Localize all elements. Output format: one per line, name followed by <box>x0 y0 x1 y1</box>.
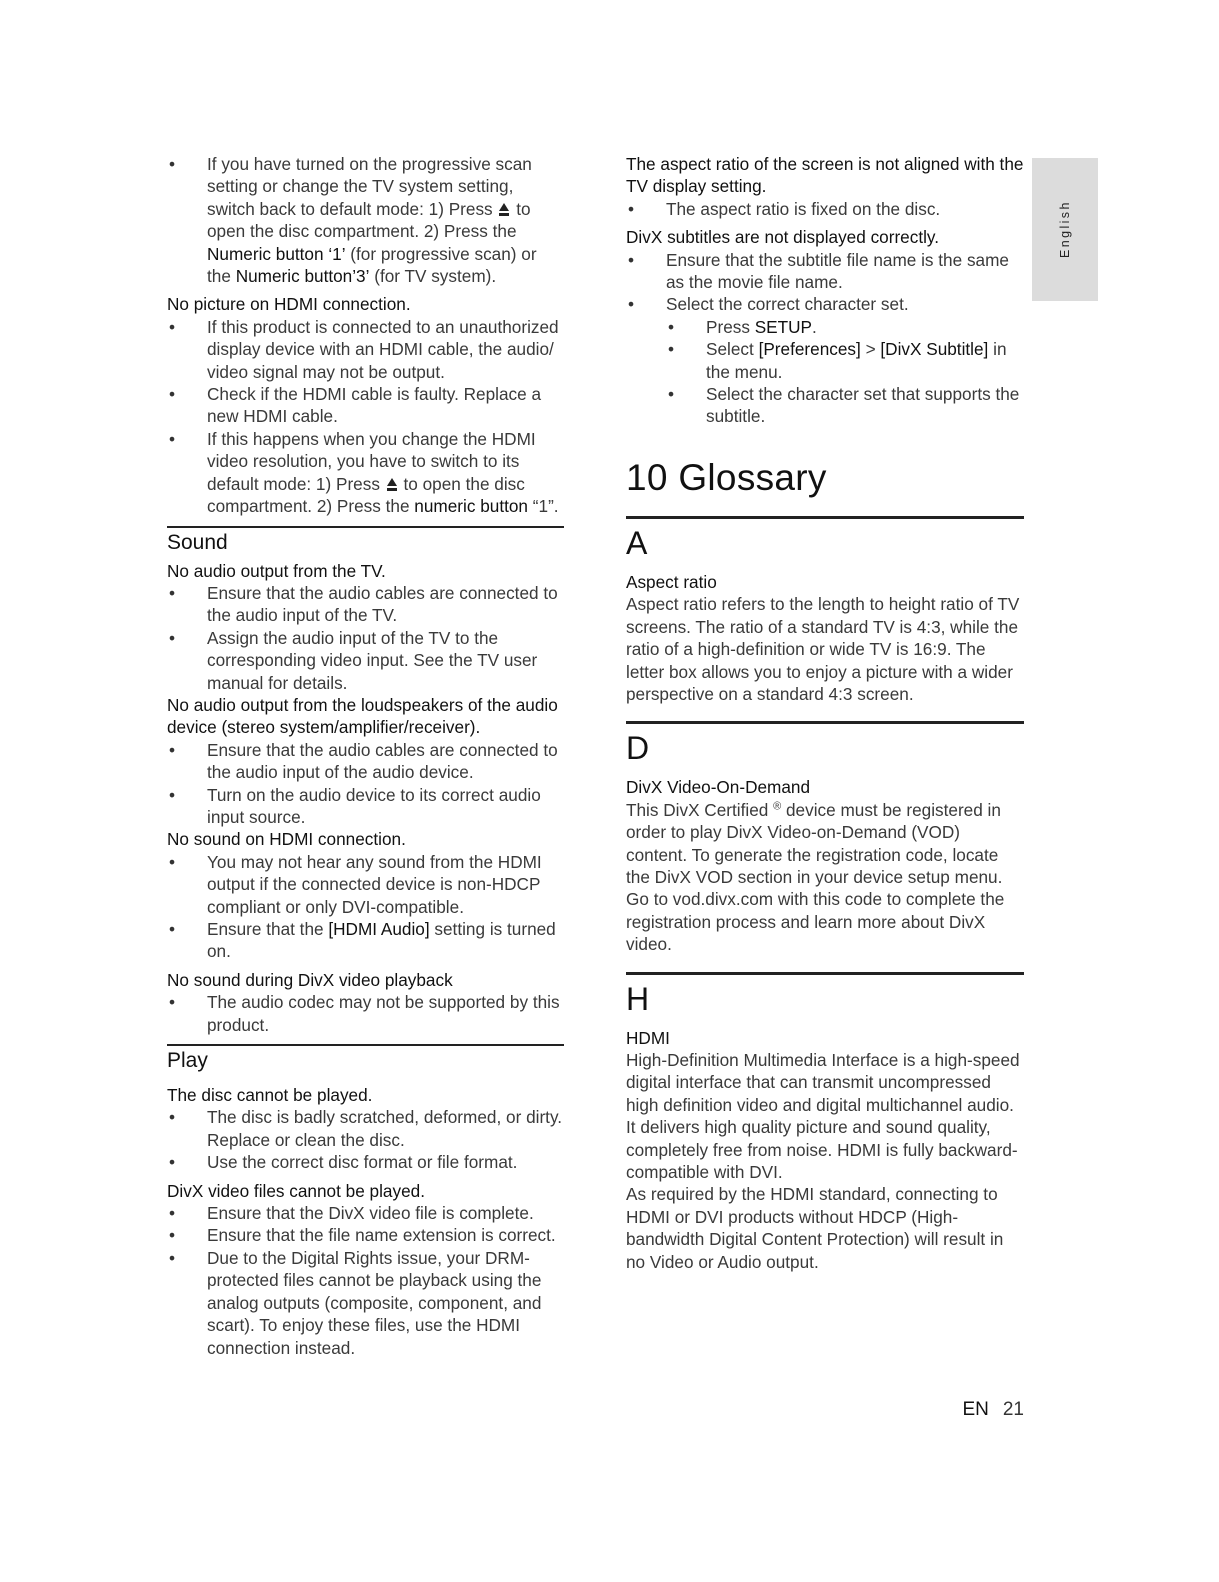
glossary-term-hdmi: HDMI <box>626 1027 670 1048</box>
section-divider <box>626 516 1024 519</box>
list-item: • Select the character set that supports the subtitle. <box>666 383 1024 428</box>
list-item: • Ensure that the subtitle file name is the same as the movie file name. <box>626 249 1024 294</box>
sound-divx-heading: No sound during DivX video playback <box>167 969 453 990</box>
list-item: • The disc is badly scratched, deformed, or dirty. Replace or clean the disc. <box>167 1106 564 1151</box>
section-divider <box>167 526 564 528</box>
list-item: • Check if the HDMI cable is faulty. Replace a new HDMI cable. <box>167 383 564 428</box>
subtitles-sublist <box>666 316 1024 428</box>
section-divider <box>167 1044 564 1046</box>
play-divx-heading: DivX video files cannot be played. <box>167 1180 425 1201</box>
page-footer <box>900 1399 1024 1421</box>
list-item <box>626 316 1024 428</box>
play-disc-heading: The disc cannot be played. <box>167 1085 373 1106</box>
list-item: • If this product is connected to an unauthorized display device with an HDMI cable, the audio/ video signal may not be output. <box>167 316 564 383</box>
glossary-definition: Aspect ratio refers to the length to height ratio of TV screens. The ratio of a standard TV is 4:3, while the ratio of a high-definition or wide TV is 16:9. The letter box allows you to enjoy a picture with a wider perspective on a standard 4:3 screen. <box>626 594 1020 704</box>
subtitles-heading: DivX subtitles are not displayed correctly. <box>626 227 940 248</box>
list-item: • Press SETUP. <box>666 316 1024 338</box>
list-item: • Ensure that the [HDMI Audio] setting is turned on. <box>167 918 564 963</box>
section-title-play: Play <box>167 1049 208 1073</box>
section-divider <box>626 721 1024 724</box>
list-item: • Use the correct disc format or file format. <box>167 1151 564 1173</box>
list-item: • Select [Preferences] > [DivX Subtitle] in the menu. <box>666 338 1024 383</box>
list-item: • Turn on the audio device to its correct audio input source. <box>167 784 564 829</box>
list-item: • Ensure that the audio cables are connected to the audio input of the TV. <box>167 582 564 627</box>
aspect-list <box>626 198 1024 220</box>
list-item: • If you have turned on the progressive scan setting or change the TV system setting, switch back to default mode: 1) Press to open the disc compartment. 2) Press the Numeric button ‘1’ (for progressive scan) or the Numeric button’3’ (for TV system). <box>167 153 564 287</box>
section-divider <box>626 972 1024 975</box>
list-item: • Ensure that the DivX video file is complete. <box>167 1202 564 1224</box>
glossary-definition: This DivX Certified ® device must be registered in order to play DivX Video-on-Demand (VOD) content. To generate the registration code, locate the DivX VOD section in your device setup menu. Go to vod.divx.com with this code to complete the registration process and learn more about DivX video. <box>626 799 1005 955</box>
hdmi-picture-list <box>167 316 564 518</box>
glossary-term-aspect-ratio: Aspect ratio <box>626 571 717 592</box>
list-item: • Due to the Digital Rights issue, your DRM-protected files cannot be playback using the analog outputs (composite, component, and scart). To enjoy these files, use the HDMI connection instead. <box>167 1247 564 1359</box>
list-item: • Ensure that the file name extension is correct. <box>167 1224 564 1246</box>
language-tab <box>1032 158 1098 301</box>
list-item: • Select the correct character set. <box>626 293 1024 315</box>
chapter-title: 10 Glossary <box>626 456 827 498</box>
right-column <box>626 153 1024 1273</box>
glossary-letter-a: A <box>626 524 648 561</box>
sound-hdmi-heading: No sound on HDMI connection. <box>167 829 406 850</box>
glossary-definition: High-Definition Multimedia Interface is a high-speed digital interface that can transmit uncompressed high definition video and digital multichannel audio. It delivers high quality picture and sound quality, completely free from noise. HDMI is fully backward-compatible with DVI. <box>626 1049 1020 1182</box>
glossary-letter-d: D <box>626 730 650 767</box>
glossary-letter-h: H <box>626 980 650 1017</box>
glossary-term-divx-vod: DivX Video-On-Demand <box>626 777 811 798</box>
left-column <box>167 153 564 1359</box>
list-item: • You may not hear any sound from the HDMI output if the connected device is non-HDCP compliant or only DVI-compatible. <box>167 851 564 918</box>
footer-language: EN <box>962 1399 989 1420</box>
progressive-scan-list <box>167 153 564 287</box>
list-item: • Ensure that the audio cables are connected to the audio input of the audio device. <box>167 739 564 784</box>
sound-tv-heading: No audio output from the TV. <box>167 560 386 581</box>
eject-icon <box>499 203 509 216</box>
sound-speakers-heading: No audio output from the loudspeakers of the audio device (stereo system/amplifier/receiver). <box>167 694 558 738</box>
play-disc-list <box>167 1106 564 1173</box>
list-item: • If this happens when you change the HDMI video resolution, you have to switch to its default mode: 1) Press to open the disc compartment. 2) Press the numeric button “1”. <box>167 428 564 518</box>
hdmi-picture-heading: No picture on HDMI connection. <box>167 294 411 315</box>
list-item: • The aspect ratio is fixed on the disc. <box>626 198 1024 220</box>
sound-divx-list <box>167 991 564 1036</box>
page-number: 21 <box>1002 1399 1024 1420</box>
aspect-heading: The aspect ratio of the screen is not aligned with the TV display setting. <box>626 154 1024 197</box>
sound-tv-list <box>167 582 564 694</box>
list-item: • The audio codec may not be supported by this product. <box>167 991 564 1036</box>
list-item: • Assign the audio input of the TV to the corresponding video input. See the TV user manual for details. <box>167 627 564 694</box>
language-tab-label: English <box>1058 200 1072 258</box>
eject-icon <box>387 478 397 491</box>
glossary-definition: As required by the HDMI standard, connecting to HDMI or DVI products without HDCP (High-bandwidth Digital Content Protection) will result in no Video or Audio output. <box>626 1184 1004 1272</box>
sound-speakers-list <box>167 739 564 829</box>
section-title-sound: Sound <box>167 530 228 554</box>
play-divx-list <box>167 1202 564 1359</box>
sound-hdmi-list <box>167 851 564 963</box>
subtitles-list <box>626 249 1024 428</box>
